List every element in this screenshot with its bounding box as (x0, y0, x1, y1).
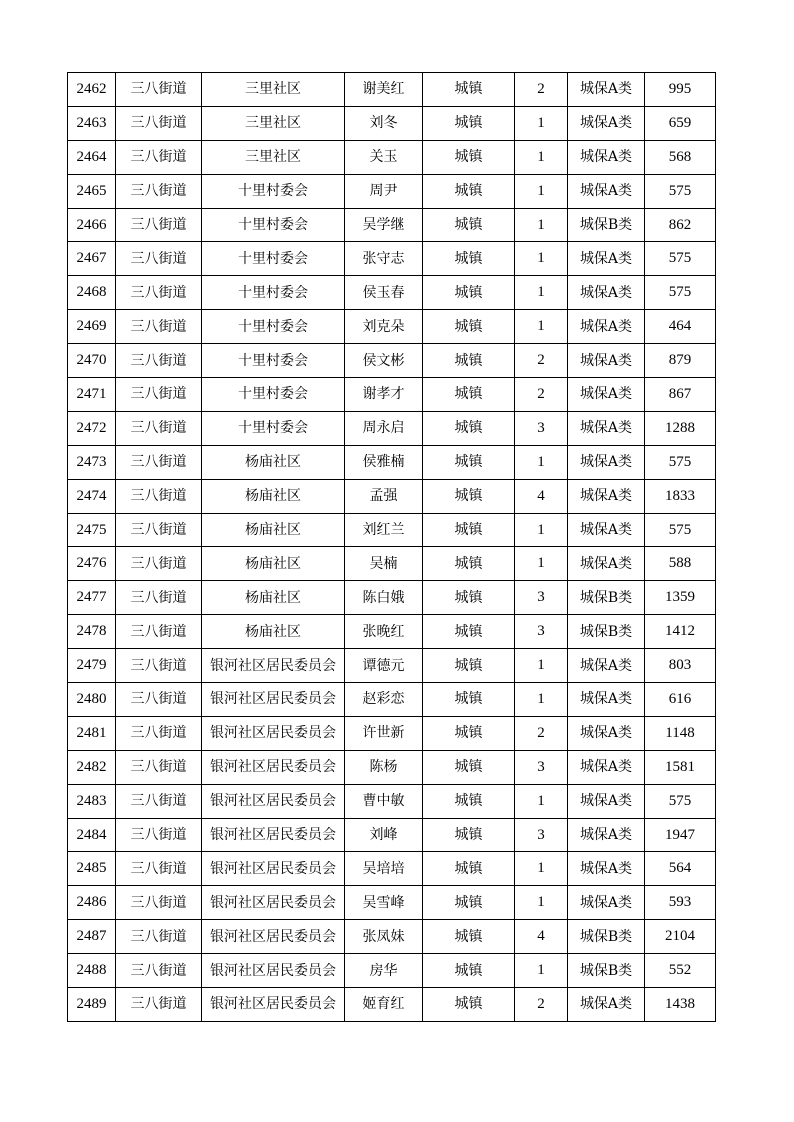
area-type-cell: 城镇 (423, 615, 515, 649)
insurance-class-cell: 城保A类 (568, 310, 645, 344)
street-cell: 三八街道 (116, 683, 202, 717)
table-row (68, 784, 716, 818)
row-number-cell: 2489 (68, 988, 116, 1022)
insurance-class-cell: 城保A类 (568, 73, 645, 107)
household-size-cell: 1 (515, 242, 568, 276)
name-cell: 房华 (345, 954, 423, 988)
area-type-cell: 城镇 (423, 344, 515, 378)
street-cell: 三八街道 (116, 174, 202, 208)
table-row (68, 445, 716, 479)
name-cell: 张晚红 (345, 615, 423, 649)
insurance-class-cell: 城保A类 (568, 784, 645, 818)
name-cell: 吴楠 (345, 547, 423, 581)
amount-cell: 575 (645, 513, 716, 547)
insurance-class-cell: 城保A类 (568, 445, 645, 479)
table-row (68, 140, 716, 174)
row-number-cell: 2469 (68, 310, 116, 344)
area-type-cell: 城镇 (423, 174, 515, 208)
community-cell: 银河社区居民委员会 (202, 649, 345, 683)
amount-cell: 568 (645, 140, 716, 174)
community-cell: 杨庙社区 (202, 479, 345, 513)
street-cell: 三八街道 (116, 310, 202, 344)
row-number-cell: 2466 (68, 208, 116, 242)
street-cell: 三八街道 (116, 411, 202, 445)
amount-cell: 1288 (645, 411, 716, 445)
household-size-cell: 1 (515, 547, 568, 581)
community-cell: 三里社区 (202, 140, 345, 174)
area-type-cell: 城镇 (423, 818, 515, 852)
household-size-cell: 1 (515, 852, 568, 886)
row-number-cell: 2476 (68, 547, 116, 581)
household-size-cell: 1 (515, 513, 568, 547)
street-cell: 三八街道 (116, 920, 202, 954)
amount-cell: 616 (645, 683, 716, 717)
street-cell: 三八街道 (116, 208, 202, 242)
row-number-cell: 2472 (68, 411, 116, 445)
household-size-cell: 1 (515, 208, 568, 242)
amount-cell: 879 (645, 344, 716, 378)
name-cell: 曹中敏 (345, 784, 423, 818)
street-cell: 三八街道 (116, 750, 202, 784)
row-number-cell: 2462 (68, 73, 116, 107)
household-size-cell: 1 (515, 310, 568, 344)
community-cell: 十里村委会 (202, 344, 345, 378)
name-cell: 孟强 (345, 479, 423, 513)
community-cell: 银河社区居民委员会 (202, 852, 345, 886)
community-cell: 银河社区居民委员会 (202, 784, 345, 818)
row-number-cell: 2488 (68, 954, 116, 988)
area-type-cell: 城镇 (423, 445, 515, 479)
community-cell: 十里村委会 (202, 276, 345, 310)
row-number-cell: 2484 (68, 818, 116, 852)
street-cell: 三八街道 (116, 818, 202, 852)
amount-cell: 803 (645, 649, 716, 683)
row-number-cell: 2465 (68, 174, 116, 208)
community-cell: 杨庙社区 (202, 513, 345, 547)
name-cell: 侯玉春 (345, 276, 423, 310)
name-cell: 张凤妹 (345, 920, 423, 954)
row-number-cell: 2478 (68, 615, 116, 649)
table-body (68, 73, 716, 1022)
area-type-cell: 城镇 (423, 954, 515, 988)
community-cell: 银河社区居民委员会 (202, 683, 345, 717)
row-number-cell: 2487 (68, 920, 116, 954)
table-row (68, 411, 716, 445)
row-number-cell: 2473 (68, 445, 116, 479)
street-cell: 三八街道 (116, 344, 202, 378)
table-row (68, 988, 716, 1022)
table-row (68, 310, 716, 344)
data-table (67, 72, 716, 1022)
insurance-class-cell: 城保A类 (568, 750, 645, 784)
name-cell: 侯文彬 (345, 344, 423, 378)
household-size-cell: 1 (515, 106, 568, 140)
area-type-cell: 城镇 (423, 988, 515, 1022)
area-type-cell: 城镇 (423, 886, 515, 920)
table-row (68, 479, 716, 513)
street-cell: 三八街道 (116, 954, 202, 988)
table-row (68, 378, 716, 412)
insurance-class-cell: 城保A类 (568, 344, 645, 378)
insurance-class-cell: 城保A类 (568, 716, 645, 750)
area-type-cell: 城镇 (423, 378, 515, 412)
household-size-cell: 2 (515, 344, 568, 378)
amount-cell: 659 (645, 106, 716, 140)
community-cell: 银河社区居民委员会 (202, 750, 345, 784)
area-type-cell: 城镇 (423, 411, 515, 445)
amount-cell: 564 (645, 852, 716, 886)
table-row (68, 920, 716, 954)
table-row (68, 73, 716, 107)
household-size-cell: 1 (515, 276, 568, 310)
name-cell: 刘红兰 (345, 513, 423, 547)
insurance-class-cell: 城保B类 (568, 615, 645, 649)
street-cell: 三八街道 (116, 988, 202, 1022)
row-number-cell: 2463 (68, 106, 116, 140)
table-row (68, 174, 716, 208)
insurance-class-cell: 城保A类 (568, 683, 645, 717)
amount-cell: 1359 (645, 581, 716, 615)
table-row (68, 242, 716, 276)
row-number-cell: 2474 (68, 479, 116, 513)
name-cell: 刘克朵 (345, 310, 423, 344)
household-size-cell: 1 (515, 954, 568, 988)
household-size-cell: 2 (515, 988, 568, 1022)
insurance-class-cell: 城保A类 (568, 242, 645, 276)
insurance-class-cell: 城保A类 (568, 886, 645, 920)
area-type-cell: 城镇 (423, 479, 515, 513)
household-size-cell: 3 (515, 411, 568, 445)
table-row (68, 106, 716, 140)
area-type-cell: 城镇 (423, 73, 515, 107)
household-size-cell: 1 (515, 784, 568, 818)
table-row (68, 818, 716, 852)
row-number-cell: 2470 (68, 344, 116, 378)
street-cell: 三八街道 (116, 242, 202, 276)
insurance-class-cell: 城保A类 (568, 276, 645, 310)
row-number-cell: 2471 (68, 378, 116, 412)
street-cell: 三八街道 (116, 73, 202, 107)
community-cell: 十里村委会 (202, 310, 345, 344)
amount-cell: 552 (645, 954, 716, 988)
area-type-cell: 城镇 (423, 513, 515, 547)
name-cell: 谭德元 (345, 649, 423, 683)
area-type-cell: 城镇 (423, 106, 515, 140)
table-row (68, 276, 716, 310)
amount-cell: 593 (645, 886, 716, 920)
area-type-cell: 城镇 (423, 683, 515, 717)
community-cell: 银河社区居民委员会 (202, 954, 345, 988)
amount-cell: 1581 (645, 750, 716, 784)
row-number-cell: 2483 (68, 784, 116, 818)
area-type-cell: 城镇 (423, 784, 515, 818)
amount-cell: 588 (645, 547, 716, 581)
name-cell: 侯雅楠 (345, 445, 423, 479)
row-number-cell: 2479 (68, 649, 116, 683)
insurance-class-cell: 城保B类 (568, 208, 645, 242)
street-cell: 三八街道 (116, 445, 202, 479)
table-row (68, 750, 716, 784)
name-cell: 周尹 (345, 174, 423, 208)
community-cell: 杨庙社区 (202, 445, 345, 479)
table-row (68, 581, 716, 615)
area-type-cell: 城镇 (423, 852, 515, 886)
name-cell: 陈杨 (345, 750, 423, 784)
household-size-cell: 4 (515, 479, 568, 513)
community-cell: 三里社区 (202, 106, 345, 140)
amount-cell: 575 (645, 276, 716, 310)
amount-cell: 1412 (645, 615, 716, 649)
household-size-cell: 1 (515, 140, 568, 174)
area-type-cell: 城镇 (423, 276, 515, 310)
name-cell: 张守志 (345, 242, 423, 276)
amount-cell: 867 (645, 378, 716, 412)
area-type-cell: 城镇 (423, 242, 515, 276)
household-size-cell: 3 (515, 581, 568, 615)
community-cell: 银河社区居民委员会 (202, 886, 345, 920)
street-cell: 三八街道 (116, 513, 202, 547)
amount-cell: 575 (645, 242, 716, 276)
amount-cell: 575 (645, 174, 716, 208)
amount-cell: 575 (645, 445, 716, 479)
community-cell: 十里村委会 (202, 378, 345, 412)
community-cell: 十里村委会 (202, 208, 345, 242)
household-size-cell: 2 (515, 73, 568, 107)
community-cell: 银河社区居民委员会 (202, 716, 345, 750)
insurance-class-cell: 城保A类 (568, 411, 645, 445)
table-row (68, 344, 716, 378)
name-cell: 周永启 (345, 411, 423, 445)
area-type-cell: 城镇 (423, 140, 515, 174)
household-size-cell: 1 (515, 649, 568, 683)
insurance-class-cell: 城保A类 (568, 513, 645, 547)
row-number-cell: 2481 (68, 716, 116, 750)
area-type-cell: 城镇 (423, 208, 515, 242)
community-cell: 十里村委会 (202, 174, 345, 208)
table-row (68, 852, 716, 886)
amount-cell: 1833 (645, 479, 716, 513)
table-row (68, 649, 716, 683)
insurance-class-cell: 城保A类 (568, 818, 645, 852)
area-type-cell: 城镇 (423, 547, 515, 581)
amount-cell: 862 (645, 208, 716, 242)
household-size-cell: 2 (515, 716, 568, 750)
amount-cell: 2104 (645, 920, 716, 954)
community-cell: 十里村委会 (202, 242, 345, 276)
household-size-cell: 1 (515, 886, 568, 920)
row-number-cell: 2464 (68, 140, 116, 174)
household-size-cell: 1 (515, 174, 568, 208)
area-type-cell: 城镇 (423, 310, 515, 344)
household-size-cell: 3 (515, 818, 568, 852)
street-cell: 三八街道 (116, 615, 202, 649)
row-number-cell: 2486 (68, 886, 116, 920)
street-cell: 三八街道 (116, 886, 202, 920)
area-type-cell: 城镇 (423, 581, 515, 615)
street-cell: 三八街道 (116, 378, 202, 412)
table-row (68, 547, 716, 581)
household-size-cell: 3 (515, 750, 568, 784)
street-cell: 三八街道 (116, 649, 202, 683)
insurance-class-cell: 城保B类 (568, 954, 645, 988)
household-size-cell: 2 (515, 378, 568, 412)
table-row (68, 208, 716, 242)
row-number-cell: 2475 (68, 513, 116, 547)
community-cell: 杨庙社区 (202, 581, 345, 615)
street-cell: 三八街道 (116, 140, 202, 174)
community-cell: 银河社区居民委员会 (202, 818, 345, 852)
community-cell: 银河社区居民委员会 (202, 920, 345, 954)
amount-cell: 1148 (645, 716, 716, 750)
household-size-cell: 1 (515, 683, 568, 717)
street-cell: 三八街道 (116, 716, 202, 750)
street-cell: 三八街道 (116, 581, 202, 615)
table-row (68, 954, 716, 988)
amount-cell: 575 (645, 784, 716, 818)
street-cell: 三八街道 (116, 852, 202, 886)
name-cell: 赵彩恋 (345, 683, 423, 717)
insurance-class-cell: 城保A类 (568, 106, 645, 140)
insurance-class-cell: 城保A类 (568, 649, 645, 683)
row-number-cell: 2485 (68, 852, 116, 886)
amount-cell: 464 (645, 310, 716, 344)
table-row (68, 513, 716, 547)
name-cell: 吴学继 (345, 208, 423, 242)
household-size-cell: 1 (515, 445, 568, 479)
street-cell: 三八街道 (116, 547, 202, 581)
household-size-cell: 4 (515, 920, 568, 954)
amount-cell: 1438 (645, 988, 716, 1022)
area-type-cell: 城镇 (423, 716, 515, 750)
table-row (68, 886, 716, 920)
area-type-cell: 城镇 (423, 750, 515, 784)
insurance-class-cell: 城保A类 (568, 174, 645, 208)
name-cell: 姬育红 (345, 988, 423, 1022)
table-row (68, 716, 716, 750)
street-cell: 三八街道 (116, 479, 202, 513)
insurance-class-cell: 城保A类 (568, 140, 645, 174)
insurance-class-cell: 城保A类 (568, 547, 645, 581)
amount-cell: 995 (645, 73, 716, 107)
name-cell: 吴培培 (345, 852, 423, 886)
row-number-cell: 2477 (68, 581, 116, 615)
community-cell: 银河社区居民委员会 (202, 988, 345, 1022)
amount-cell: 1947 (645, 818, 716, 852)
insurance-class-cell: 城保A类 (568, 988, 645, 1022)
street-cell: 三八街道 (116, 276, 202, 310)
name-cell: 谢孝才 (345, 378, 423, 412)
community-cell: 十里村委会 (202, 411, 345, 445)
community-cell: 三里社区 (202, 73, 345, 107)
insurance-class-cell: 城保A类 (568, 378, 645, 412)
insurance-class-cell: 城保B类 (568, 920, 645, 954)
community-cell: 杨庙社区 (202, 615, 345, 649)
area-type-cell: 城镇 (423, 649, 515, 683)
row-number-cell: 2467 (68, 242, 116, 276)
row-number-cell: 2482 (68, 750, 116, 784)
row-number-cell: 2480 (68, 683, 116, 717)
name-cell: 刘峰 (345, 818, 423, 852)
area-type-cell: 城镇 (423, 920, 515, 954)
name-cell: 吴雪峰 (345, 886, 423, 920)
community-cell: 杨庙社区 (202, 547, 345, 581)
street-cell: 三八街道 (116, 106, 202, 140)
insurance-class-cell: 城保A类 (568, 852, 645, 886)
household-size-cell: 3 (515, 615, 568, 649)
name-cell: 陈白娥 (345, 581, 423, 615)
street-cell: 三八街道 (116, 784, 202, 818)
name-cell: 关玉 (345, 140, 423, 174)
name-cell: 刘冬 (345, 106, 423, 140)
table-row (68, 615, 716, 649)
name-cell: 谢美红 (345, 73, 423, 107)
row-number-cell: 2468 (68, 276, 116, 310)
insurance-class-cell: 城保B类 (568, 581, 645, 615)
insurance-class-cell: 城保A类 (568, 479, 645, 513)
name-cell: 许世新 (345, 716, 423, 750)
table-row (68, 683, 716, 717)
